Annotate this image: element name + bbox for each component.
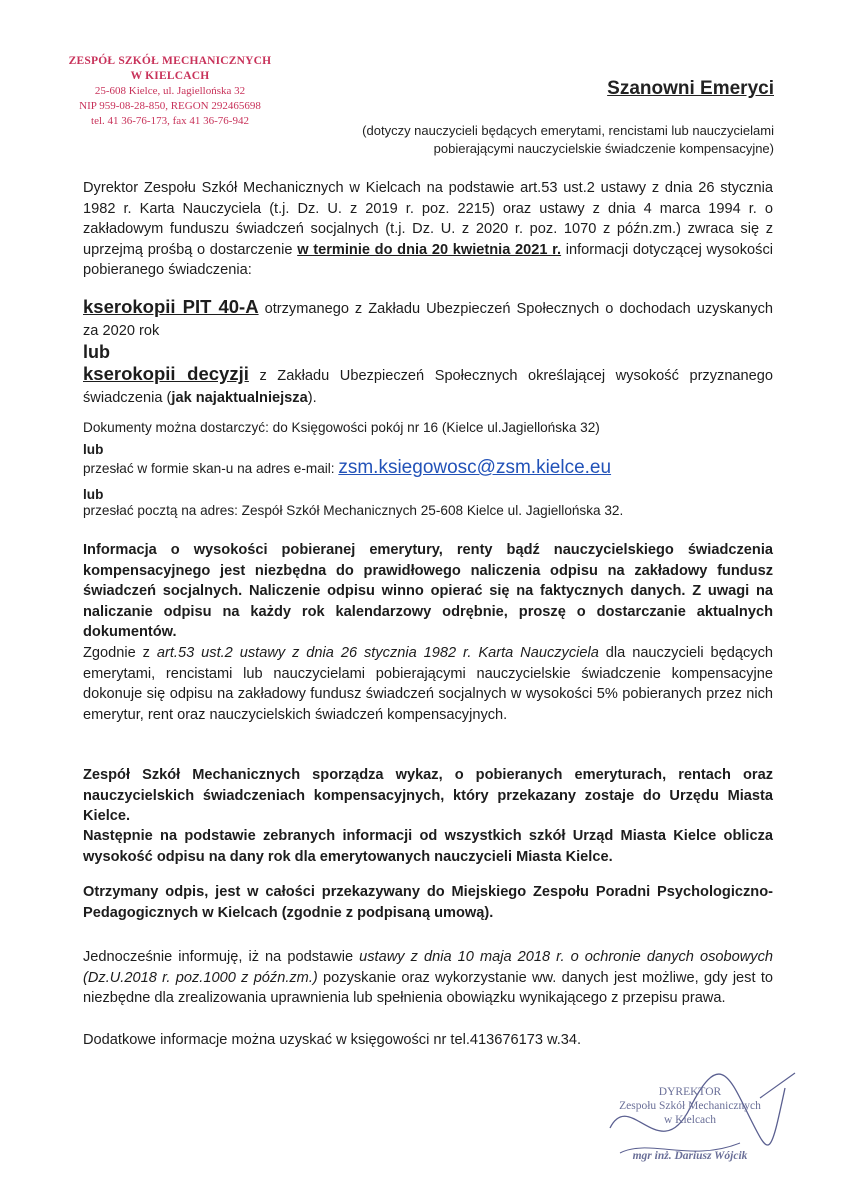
intro-paragraph	[83, 178, 773, 281]
deadline: w terminie do dnia 20 kwietnia 2021 r.	[297, 241, 562, 258]
option-decision	[83, 363, 773, 409]
intro-text-b: informacji dotyczącej wysokości pobieranego świadczenia:	[83, 241, 773, 278]
signature-block	[560, 1085, 820, 1163]
privacy-italic: ustawy z dnia 10 maja 2018 r. o ochronie danych osobowych (Dz.U.2018 r. poz.1000 z późn.zm.)	[83, 949, 773, 986]
process-paragraph-3: Otrzymany odpis, jest w całości przekazywany do Miejskiego Zespołu Poradni Psychologiczno-Pedagogicznych w Kielcach (zgodnie z podpisaną umową).	[83, 884, 773, 921]
option-decision-text-b: ).	[307, 390, 317, 406]
delivery-post: przesłać pocztą na adres: Zespół Szkół Mechanicznych 25-608 Kielce ul. Jagiellońska 32.	[83, 503, 624, 518]
intro-text-a: Dyrektor Zespołu Szkół Mechanicznych w Kielcach na podstawie art.53 ust.2 ustawy z dnia 26 stycznia 1982 r. Karta Nauczyciela (t.j. Dz. U. z 2019 r. poz. 2215) oraz ustawy z dnia 4 marca 1994 r. o zakładowym funduszu świadczeń socjalnych (t.j. Dz. U. z 2020 r. poz. 1070 z późn.zm.) zwraca się z uprzejmą prośbą o dostarczenie	[83, 180, 773, 258]
signature-title: DYREKTOR	[658, 1086, 722, 1098]
process-paragraph-1: Zespół Szkół Mechanicznych sporządza wykaz, o pobieranych emeryturach, rentach oraz nauczycielskich świadczeniach kompensacyjnych, który przekazany zostaje do Urzędu Miasta Kielce.	[83, 767, 773, 824]
stamp-line-5: tel. 41 36-76-173, fax 41 36-76-942	[91, 115, 249, 127]
delivery-or-1: lub	[83, 442, 104, 457]
page-title: Szanowni Emeryci	[607, 78, 774, 99]
stamp-line-2: W KIELCACH	[130, 70, 210, 82]
option-pit-label: kserokopii PIT 40-A	[83, 296, 259, 317]
option-pit	[83, 296, 773, 342]
subtitle-line-1: (dotyczy nauczycieli będących emerytami, rencistami lub nauczycielami	[362, 123, 774, 138]
delivery-email-prefix: przesłać w formie skan-u na adres e-mail:	[83, 461, 339, 476]
option-pit-text: otrzymanego z Zakładu Ubezpieczeń Społecznych o dochodach uzyskanych za 2020 rok	[83, 301, 773, 339]
contact-line: Dodatkowe informacje można uzyskać w księgowości nr tel.413676173 w.34.	[83, 1032, 582, 1048]
delivery-office: Dokumenty można dostarczyć: do Księgowości pokój nr 16 (Kielce ul.Jagiellońska 32)	[83, 420, 600, 435]
email-link[interactable]: zsm.ksiegowosc@zsm.kielce.eu	[338, 457, 612, 478]
stamp-line-1: ZESPÓŁ SZKÓŁ MECHANICZNYCH	[68, 55, 272, 67]
privacy-text-b: pozyskanie oraz wykorzystanie ww. danych jest możliwe, gdy jest to niezbędne dla zrealizowania uprawnienia lub spełnienia obowiązku wynikającego z przepisu prawa.	[83, 969, 773, 1006]
stamp-line-3: 25-608 Kielce, ul. Jagiellońska 32	[94, 85, 246, 97]
stamp-line-4: NIP 959-08-28-850, REGON 292465698	[79, 100, 261, 112]
option-decision-label: kserokopii decyzji	[83, 363, 249, 384]
info-paragraph: Informacja o wysokości pobieranej emerytury, renty bądź nauczycielskiego świadczenia kompensacyjnego jest niezbędna do prawidłowego naliczenia odpisu na zakładowy fundusz świadczeń socjalnych. Naliczenie odpisu winno opierać się na faktycznych danych. Z uwagi na naliczanie odpisu na każdy rok kalendarzowy odrębnie, proszę o dostarczanie aktualnych dokumentów.	[83, 542, 773, 640]
option-decision-bold: jak najaktualniejsza	[171, 390, 308, 406]
privacy-paragraph	[83, 947, 773, 1009]
subtitle-line-2: pobierającymi nauczycielskie świadczenie kompensacyjne)	[433, 141, 774, 156]
school-stamp	[40, 54, 300, 129]
signature-line-2: Zespołu Szkół Mechanicznych	[619, 1100, 761, 1112]
privacy-text-a: Jednocześnie informuję, iż na podstawie	[83, 949, 360, 965]
signature-name: mgr inż. Dariusz Wójcik	[632, 1150, 748, 1162]
or-label-big: lub	[83, 342, 110, 362]
page-subtitle	[300, 122, 774, 158]
process-paragraph-2: Następnie na podstawie zebranych informacji od wszystkich szkół Urząd Miasta Kielce oblicza wysokość odpisu na dany rok dla emerytowanych nauczycieli Miasta Kielce.	[83, 828, 773, 865]
signature-line-3: w Kielcach	[663, 1114, 717, 1126]
option-decision-text-a: z Zakładu Ubezpieczeń Społecznych określającej wysokość przyznanego świadczenia (	[83, 368, 774, 406]
delivery-or-2: lub	[83, 487, 104, 502]
delivery-email-line	[83, 458, 773, 479]
legal-italic: art.53 ust.2 ustawy z dnia 26 stycznia 1982 r. Karta Nauczyciela	[156, 645, 599, 661]
legal-text-a: Zgodnie z	[83, 645, 157, 661]
legal-text-b: dla nauczycieli będących emerytami, rencistami lub nauczycielami pobierającymi nauczycielskie świadczenie kompensacyjne dokonuje się odpisu na zakładowy fundusz świadczeń socjalnych w wysokości 5% pobieranych przez nich emerytur, rent oraz nauczycielskich świadczeń kompensacyjnych.	[83, 645, 773, 723]
legal-paragraph	[83, 643, 773, 725]
